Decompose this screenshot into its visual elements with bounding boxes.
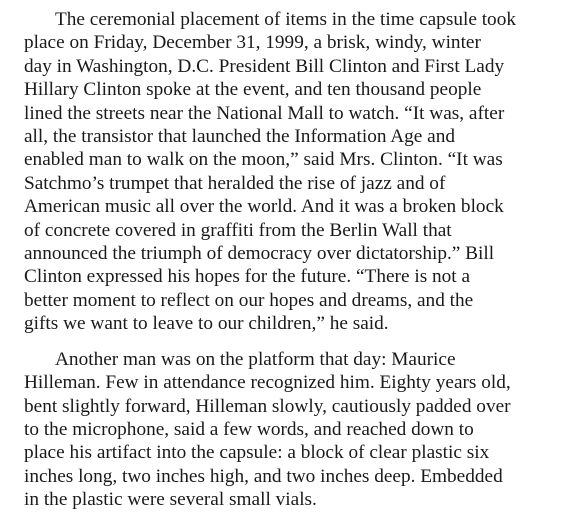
text-line: in the plastic were several small vials. [24, 489, 317, 511]
text-line: announced the triumph of democracy over dictatorship.” Bill [24, 243, 495, 265]
text-line: bent slightly forward, Hilleman slowly, cautiously padded over [24, 395, 511, 417]
text-line: Satchmo’s trumpet that heralded the rise of jazz and of [24, 172, 446, 194]
text-line: Hilleman. Few in attendance recognized him. Eighty years old, [24, 372, 511, 394]
text-line: American music all over the world. And it was a broken block [24, 196, 504, 218]
text-line: place on Friday, December 31, 1999, a brisk, windy, winter [24, 32, 481, 54]
text-line: better moment to reflect on our hopes and dreams, and the [24, 289, 474, 311]
text-line: Clinton expressed his hopes for the future. “There is not a [24, 266, 471, 288]
text-line: gifts we want to leave to our children,” he said. [24, 313, 389, 335]
text-line: enabled man to walk on the moon,” said Mrs. Clinton. “It was [24, 149, 503, 171]
text-line: place his artifact into the capsule: a block of clear plastic six [24, 442, 490, 464]
paragraph-1 [24, 8, 565, 336]
text-line: lined the streets near the National Mall to watch. “It was, after [24, 102, 505, 124]
paragraph-2 [24, 348, 565, 512]
text-line: day in Washington, D.C. President Bill Clinton and First Lady [24, 55, 505, 77]
text-line: inches long, two inches high, and two inches deep. Embedded [24, 465, 503, 487]
text-line: all, the transistor that launched the Information Age and [24, 126, 456, 148]
text-line: The ceremonial placement of items in the time capsule took [55, 9, 516, 30]
text-line: to the microphone, said a few words, and reached down to [24, 418, 474, 440]
text-line: Hillary Clinton spoke at the event, and ten thousand people [24, 79, 482, 101]
text-line: of concrete covered in graffiti from the Berlin Wall that [24, 219, 452, 241]
text-line: Another man was on the platform that day: Maurice [55, 348, 456, 370]
